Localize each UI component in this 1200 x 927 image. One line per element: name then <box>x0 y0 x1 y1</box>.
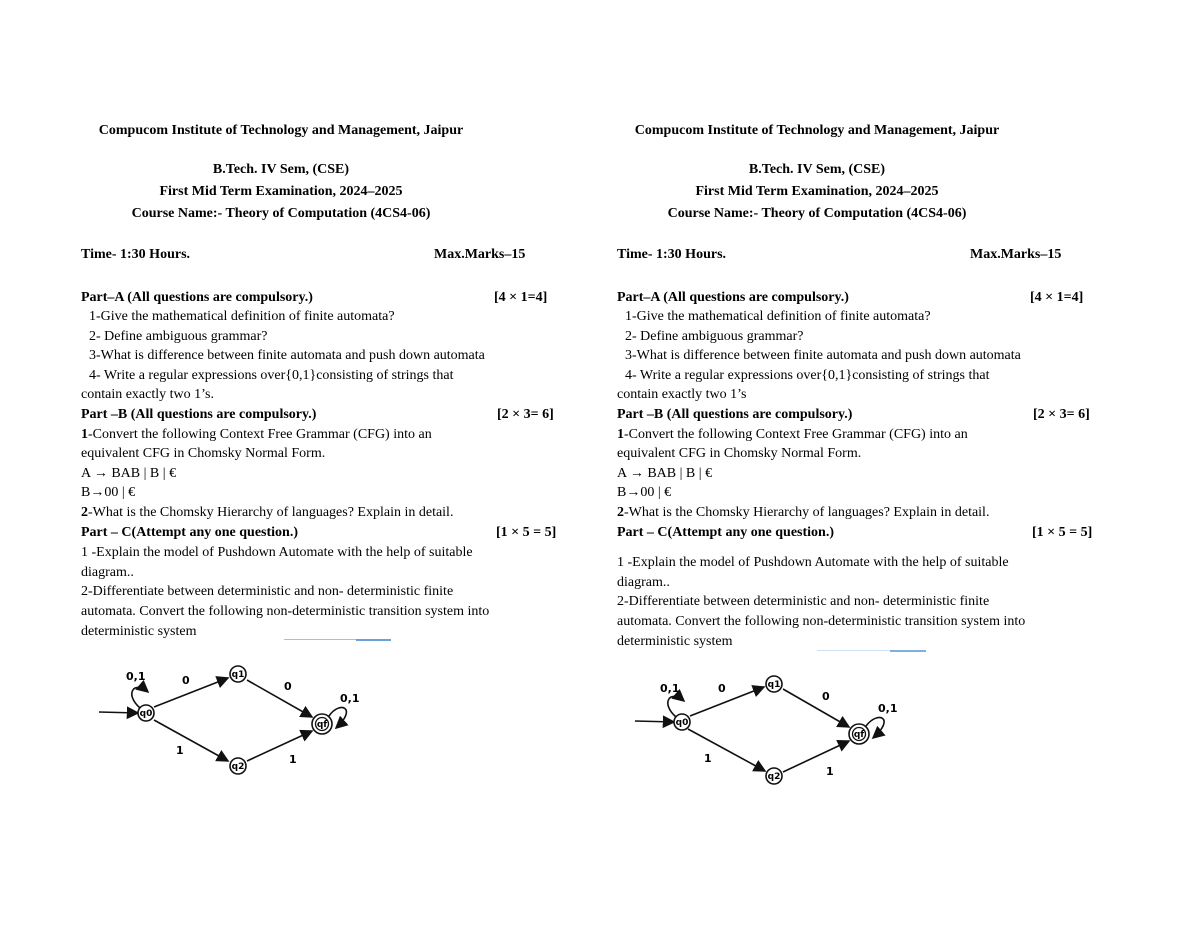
part-a-q4-cont: contain exactly two 1’s <box>617 387 747 402</box>
part-b-q2-text: -What is the Chomsky Hierarchy of languages? Explain in detail. <box>624 505 990 520</box>
edge-q1-qf <box>247 680 312 717</box>
label-loop-q0: 0,1 <box>126 670 146 683</box>
part-b-marks: [2 × 3= 6] <box>1033 407 1090 422</box>
highlight-rule-dark <box>356 639 391 641</box>
label-edge-q2-qf: 1 <box>826 765 834 778</box>
part-b-q1 <box>81 426 432 444</box>
part-b-q2-text: -What is the Chomsky Hierarchy of languages? Explain in detail. <box>88 505 454 520</box>
label-qf: qf <box>853 730 865 740</box>
edge-q0-q1 <box>690 687 764 716</box>
part-b-q1-number: 1 <box>617 427 624 442</box>
part-c-q2: 2-Differentiate between deterministic and non- deterministic finite <box>81 584 454 599</box>
course-name: Course Name:- Theory of Computation (4CS4-06) <box>667 206 967 221</box>
exam-title: First Mid Term Examination, 2024–2025 <box>695 184 939 199</box>
edge-q0-q2 <box>688 729 765 771</box>
grammar-rule-b: B→00 | € <box>81 485 136 500</box>
label-edge-q1-qf: 0 <box>284 680 292 693</box>
course-name: Course Name:- Theory of Computation (4CS4-06) <box>131 206 431 221</box>
part-c-marks: [1 × 5 = 5] <box>496 525 557 540</box>
part-c-q1: 1 -Explain the model of Pushdown Automate with the help of suitable <box>617 555 1009 570</box>
label-edge-q0-q1: 0 <box>182 674 190 687</box>
part-c-q2-cont: automata. Convert the following non-deterministic transition system into <box>617 614 1026 629</box>
label-edge-q0-q2: 1 <box>176 744 184 757</box>
part-c-title: Part – C(Attempt any one question.) <box>617 525 834 540</box>
part-a-q1: 1-Give the mathematical definition of finite automata? <box>625 309 931 324</box>
highlight-rule <box>817 650 890 651</box>
part-c-title: Part – C(Attempt any one question.) <box>81 525 298 540</box>
part-b-q2-number: 2 <box>617 505 624 520</box>
part-b-q1-cont: equivalent CFG in Chomsky Normal Form. <box>81 446 326 461</box>
part-a-q2: 2- Define ambiguous grammar? <box>625 329 804 344</box>
institute-name: Compucom Institute of Technology and Management, Jaipur <box>634 123 1000 138</box>
label-q0: q0 <box>675 718 689 728</box>
grammar-rule-a: A → BAB | B | € <box>617 466 713 481</box>
part-a-title: Part–A (All questions are compulsory.) <box>81 290 313 305</box>
part-c-q2-cont2: deterministic system <box>81 624 197 639</box>
edge-q1-qf <box>783 689 849 727</box>
label-q2: q2 <box>231 762 245 772</box>
label-edge-q0-q2: 1 <box>704 752 712 765</box>
start-arrow <box>99 712 138 713</box>
nfa-diagram <box>632 662 922 797</box>
part-b-q2 <box>617 504 989 522</box>
time-allowed: Time- 1:30 Hours. <box>617 247 727 262</box>
time-allowed: Time- 1:30 Hours. <box>81 247 191 262</box>
label-qf: qf <box>316 720 328 730</box>
part-b-q1-text: -Convert the following Context Free Grammar (CFG) into an <box>88 427 432 442</box>
label-edge-q0-q1: 0 <box>718 682 726 695</box>
highlight-rule-dark <box>890 650 926 652</box>
part-c-q2: 2-Differentiate between deterministic and non- deterministic finite <box>617 594 990 609</box>
edge-q0-q2 <box>154 720 228 761</box>
part-c-q1-cont: diagram.. <box>617 575 670 590</box>
label-loop-qf: 0,1 <box>340 692 360 705</box>
part-a-q1: 1-Give the mathematical definition of finite automata? <box>89 309 395 324</box>
label-q1: q1 <box>767 680 781 690</box>
part-b-q1-number: 1 <box>81 427 88 442</box>
part-b-title: Part –B (All questions are compulsory.) <box>617 407 853 422</box>
edge-q0-q1 <box>154 678 228 707</box>
part-b-title: Part –B (All questions are compulsory.) <box>81 407 317 422</box>
nfa-diagram <box>96 650 386 785</box>
institute-name: Compucom Institute of Technology and Management, Jaipur <box>98 123 464 138</box>
part-a-q4: 4- Write a regular expressions over{0,1}consisting of strings that <box>625 368 990 383</box>
part-b-q2-number: 2 <box>81 505 88 520</box>
part-a-q2: 2- Define ambiguous grammar? <box>89 329 268 344</box>
label-q0: q0 <box>139 709 153 719</box>
grammar-rule-a: A → BAB | B | € <box>81 466 177 481</box>
part-a-q4-cont: contain exactly two 1’s. <box>81 387 214 402</box>
part-a-q3: 3-What is difference between finite automata and push down automata <box>625 348 1021 363</box>
max-marks: Max.Marks–15 <box>970 247 1062 262</box>
part-c-q1-cont: diagram.. <box>81 565 134 580</box>
part-b-q1-cont: equivalent CFG in Chomsky Normal Form. <box>617 446 862 461</box>
part-b-marks: [2 × 3= 6] <box>497 407 554 422</box>
label-q2: q2 <box>767 772 781 782</box>
highlight-rule <box>284 639 356 640</box>
part-c-q2-cont: automata. Convert the following non-deterministic transition system into <box>81 604 490 619</box>
program: B.Tech. IV Sem, (CSE) <box>212 162 350 177</box>
program: B.Tech. IV Sem, (CSE) <box>748 162 886 177</box>
part-a-marks: [4 × 1=4] <box>494 290 548 305</box>
part-a-q4: 4- Write a regular expressions over{0,1}consisting of strings that <box>89 368 454 383</box>
part-c-q1: 1 -Explain the model of Pushdown Automate with the help of suitable <box>81 545 473 560</box>
part-c-q2-cont2: deterministic system <box>617 634 733 649</box>
grammar-rule-b: B→00 | € <box>617 485 672 500</box>
label-loop-qf: 0,1 <box>878 702 898 715</box>
part-a-q3: 3-What is difference between finite automata and push down automata <box>89 348 485 363</box>
label-edge-q2-qf: 1 <box>289 753 297 766</box>
label-loop-q0: 0,1 <box>660 682 680 695</box>
part-b-q2 <box>81 504 453 522</box>
start-arrow <box>635 721 674 722</box>
part-a-title: Part–A (All questions are compulsory.) <box>617 290 849 305</box>
part-b-q1 <box>617 426 968 444</box>
exam-title: First Mid Term Examination, 2024–2025 <box>159 184 403 199</box>
part-a-marks: [4 × 1=4] <box>1030 290 1084 305</box>
part-b-q1-text: -Convert the following Context Free Grammar (CFG) into an <box>624 427 968 442</box>
part-c-marks: [1 × 5 = 5] <box>1032 525 1093 540</box>
label-edge-q1-qf: 0 <box>822 690 830 703</box>
label-q1: q1 <box>231 670 245 680</box>
edge-q2-qf <box>247 731 312 761</box>
max-marks: Max.Marks–15 <box>434 247 526 262</box>
edge-q2-qf <box>783 741 849 772</box>
